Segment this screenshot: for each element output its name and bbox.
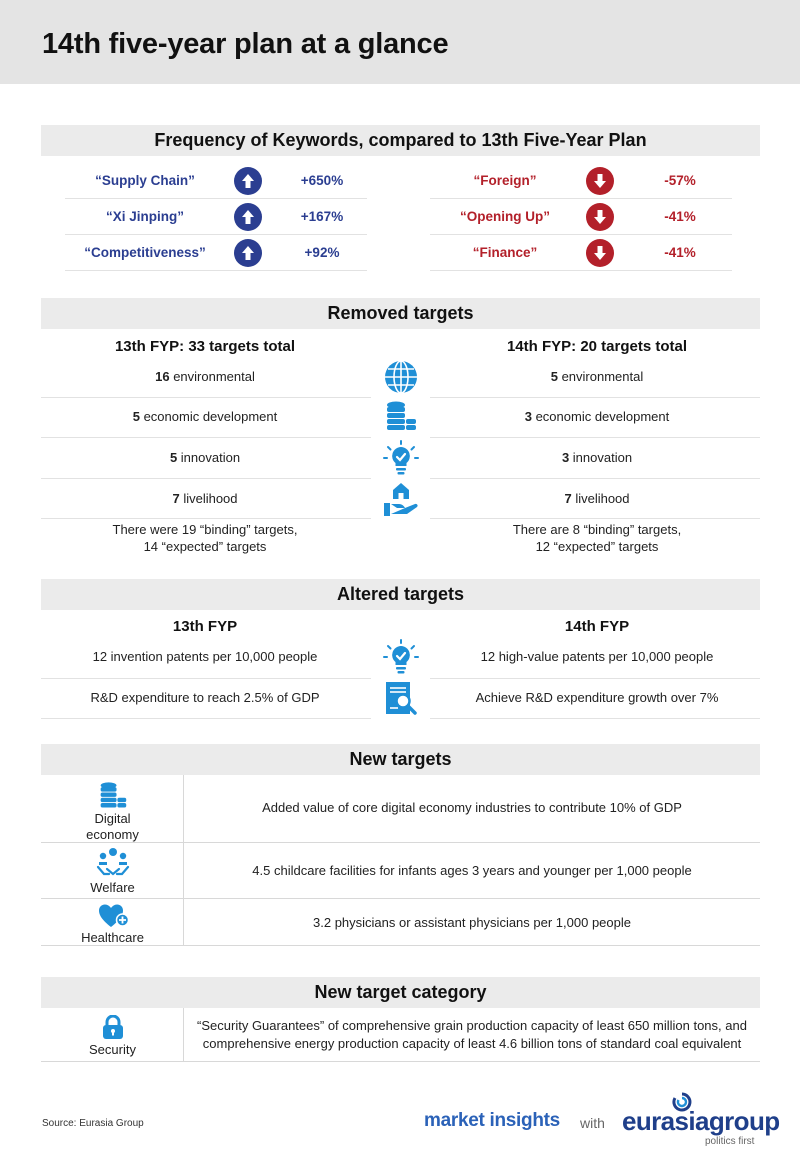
keyword-row [65,235,367,271]
new-target-row [41,843,760,899]
keywords-section-header: Frequency of Keywords, compared to 13th Five-Year Plan [41,125,760,156]
keyword-label: “Foreign” [473,173,537,188]
new-targets-section-header: New targets [41,744,760,775]
keyword-change: +650% [300,173,344,188]
removed-left-header: 13th FYP: 33 targets total [114,338,296,355]
altered-right-cell: 12 high-value patents per 10,000 people [480,649,714,664]
removed-right-header: 14th FYP: 20 targets total [506,338,688,355]
keyword-row [430,199,732,235]
altered-section-header: Altered targets [41,579,760,610]
removed-right-note: There are 8 “binding” targets, 12 “expected” targets [512,522,682,554]
keyword-change: -57% [664,173,696,188]
divider [41,718,371,719]
keyword-change: +92% [304,245,340,260]
document-search-icon [384,680,418,716]
arrow-down-icon [586,239,614,267]
coins-icon [97,781,129,811]
removed-right-cell: 3 economic development [524,409,670,424]
keyword-row [65,199,367,235]
removed-right-cell: 5 environmental [550,369,644,384]
removed-left-cell: 7 livelihood [172,491,238,506]
keyword-change: +167% [300,209,344,224]
arrow-up-icon [234,167,262,195]
new-category-text: “Security Guarantees” of comprehensive grain production capacity of least 650 million tons, and comprehensive energy production capacity of least 4.6 billion tons of standard coal equivalent [197,1018,747,1051]
removed-right-cell: 7 livelihood [564,491,630,506]
keyword-row [430,235,732,271]
coins-icon [384,400,418,434]
heart-plus-icon [98,903,129,929]
new-target-text: 4.5 childcare facilities for infants ages 3 years and younger per 1,000 people [252,863,692,878]
divider [41,518,371,519]
lightbulb-icon [383,440,419,476]
page-title: 14th five-year plan at a glance [42,28,449,60]
new-target-row [41,899,760,946]
arrow-down-icon [586,167,614,195]
arrow-down-icon [586,203,614,231]
lock-icon [102,1015,124,1039]
altered-right-header: 14th FYP [564,618,630,635]
brand-with-text: with [580,1115,605,1131]
new-target-row [41,775,760,843]
market-insights-logo: market insights [424,1110,560,1131]
brand-tagline: politics first [705,1136,755,1147]
eurasia-group-logo: eurasiagroup [622,1106,780,1136]
keyword-label: “Xi Jinping” [105,209,184,224]
new-target-text: 3.2 physicians or assistant physicians per 1,000 people [313,915,631,930]
source-note: Source: Eurasia Group [42,1118,144,1129]
removed-right-cell: 3 innovation [561,450,633,465]
removed-left-cell: 5 economic development [132,409,278,424]
altered-right-cell: Achieve R&D expenditure growth over 7% [475,690,719,705]
new-category-row [41,1008,760,1062]
new-category-section-header: New target category [41,977,760,1008]
keyword-label: “Opening Up” [460,209,550,224]
keyword-change: -41% [664,245,696,260]
removed-left-note: There were 19 “binding” targets, 14 “expected” targets [112,522,298,554]
removed-section-header: Removed targets [41,298,760,329]
new-target-label: Digital economy [86,811,139,842]
people-hand-icon [96,847,130,877]
removed-left-cell: 16 environmental [155,369,255,384]
new-target-label: Welfare [90,880,135,895]
divider [430,518,760,519]
removed-left-cell: 5 innovation [169,450,241,465]
keyword-label: “Supply Chain” [95,173,195,188]
globe-icon [383,359,419,395]
new-target-text: Added value of core digital economy industries to contribute 10% of GDP [262,800,682,815]
altered-left-header: 13th FYP [172,618,238,635]
lightbulb-icon [383,639,419,675]
keyword-row [430,163,732,199]
keyword-row [65,163,367,199]
new-category-label: Security [89,1042,136,1057]
arrow-up-icon [234,203,262,231]
altered-left-cell: 12 invention patents per 10,000 people [92,649,318,664]
home-hand-icon [383,481,419,517]
new-target-label: Healthcare [81,930,144,945]
keyword-label: “Competitiveness” [84,245,206,260]
altered-left-cell: R&D expenditure to reach 2.5% of GDP [90,690,320,705]
keyword-change: -41% [664,209,696,224]
title-bar [0,0,800,84]
keyword-label: “Finance” [472,245,538,260]
divider [430,718,760,719]
arrow-up-icon [234,239,262,267]
